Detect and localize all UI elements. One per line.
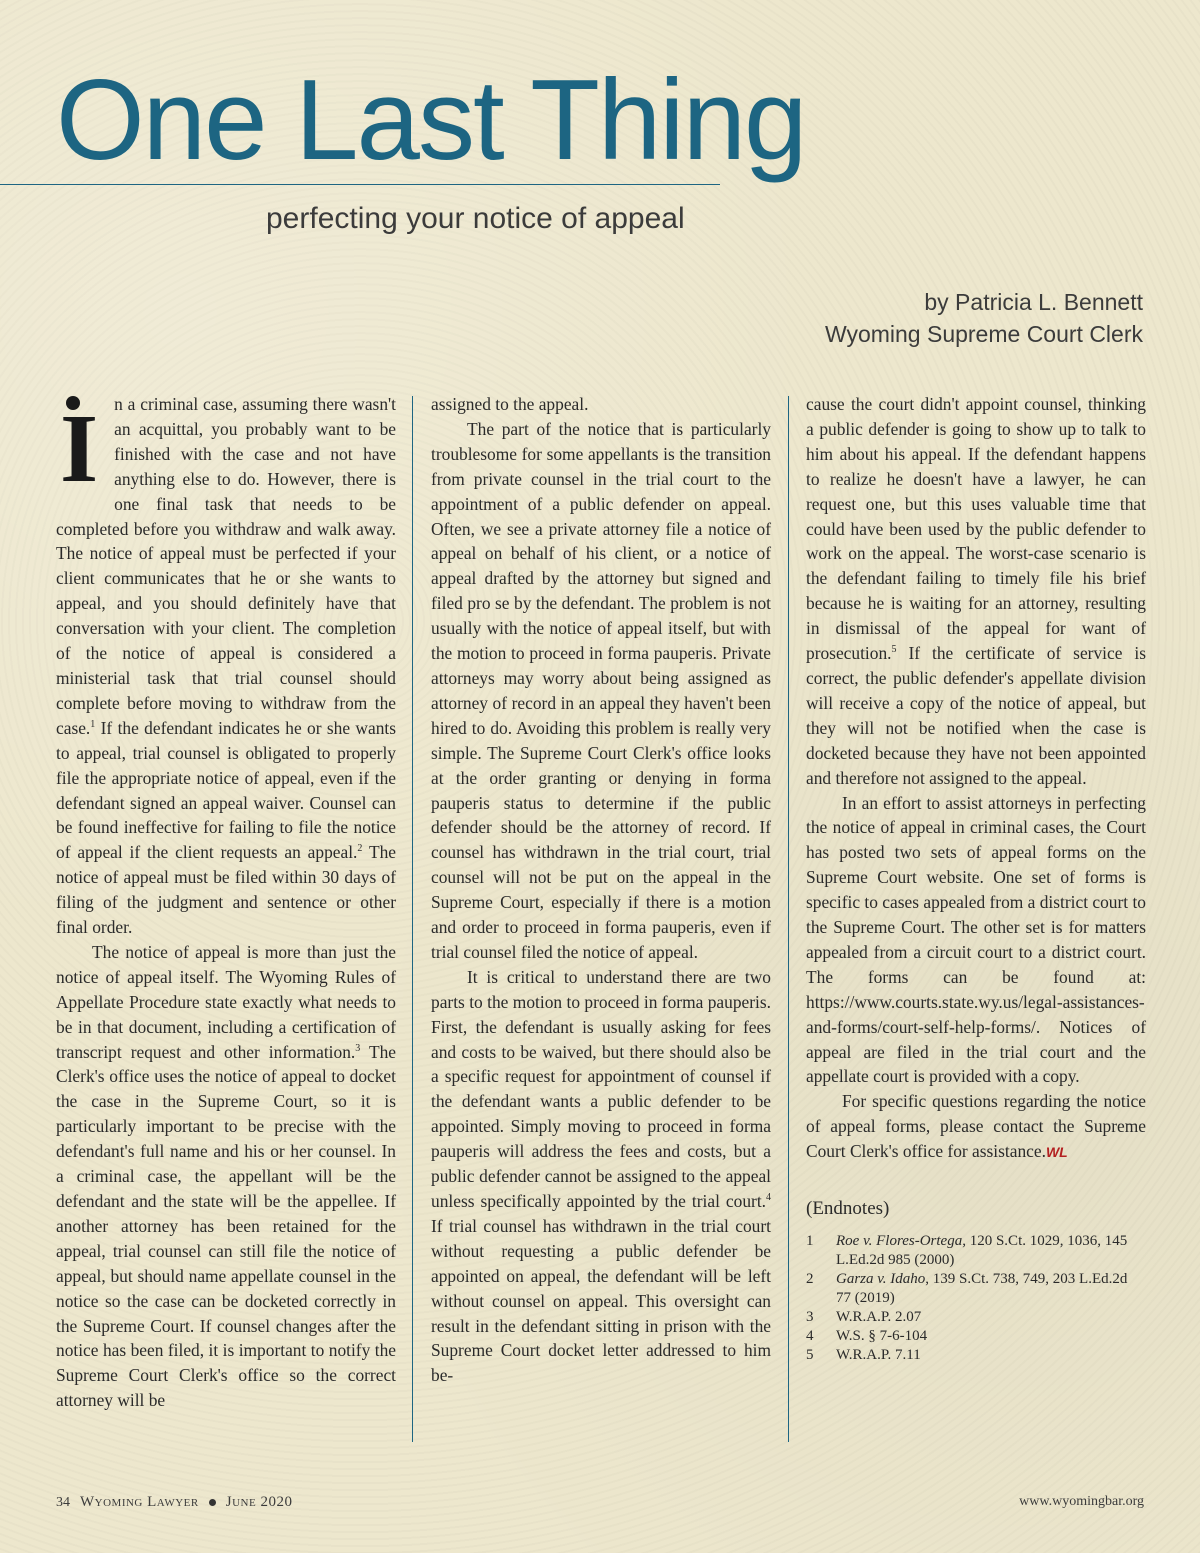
- endnote-citation: , 120 S.Ct. 1029, 1036, 145 L.Ed.2d 985 (2000): [836, 1233, 1128, 1268]
- endnote-item: [806, 1270, 1146, 1308]
- author-name: by Patricia L. Bennett: [924, 289, 1143, 315]
- endnote-number: 5: [806, 1347, 814, 1363]
- footnote-ref[interactable]: 3: [355, 1042, 361, 1054]
- paragraph-text: cause the court didn't appoint counsel, thinking a public defender is going to show up to talk to him about his appeal. If the defendant happens to realize he doesn't have a lawyer, he can request one, but this uses valuable time that could have been used by the public defender to work on the appeal. The worst-case scenario is the defendant failing to timely file his brief because he is waiting for an attorney, resulting in dismissal of the appeal for want of prosecution.: [806, 394, 1146, 664]
- issue-date: June 2020: [225, 1494, 293, 1510]
- endnotes-list: [806, 1232, 1146, 1365]
- article-column-3: [806, 392, 1146, 1365]
- byline: [825, 286, 1143, 350]
- article-column-1: [56, 392, 396, 1413]
- endnote-number: 1: [806, 1233, 814, 1249]
- column-divider: [788, 396, 789, 1442]
- paragraph-text: If the certificate of service is correct, the public defender's appellate division will receive a copy of the notice of appeal, but they will not be notified when the case is docketed because they have not been appointed and therefore not assigned to the appeal.: [806, 643, 1146, 788]
- paragraph-text: The notice of appeal must be filed within 30 days of filing of the judgment and sentence or other final order.: [56, 842, 396, 938]
- bullet-dot-icon: [209, 1499, 216, 1506]
- endnote-case: Garza v. Idaho: [836, 1271, 926, 1287]
- footnote-ref[interactable]: 2: [357, 843, 363, 855]
- drop-cap: I: [60, 395, 99, 503]
- page-footer-left: [56, 1494, 292, 1511]
- paragraph: [56, 392, 396, 940]
- paragraph-text: The Clerk's office uses the notice of appeal to docket the case in the Supreme Court, so it is particularly important to be precise with the defendant's full name and his or her counsel. In a criminal case, the appellant will be the defendant and the state will be the appellee. If another attorney has been retained for the appeal, trial counsel can still file the notice of appeal, but should name appellate counsel in the notice so the case can be docketed correctly in the Supreme Court. If counsel changes after the notice has been filed, it is important to notify the Supreme Court Clerk's office so the correct attorney will be: [56, 1041, 397, 1411]
- paragraph: [806, 392, 1146, 791]
- paragraph: [806, 1089, 1146, 1165]
- page-subtitle: perfecting your notice of appeal: [266, 202, 685, 235]
- paragraph-text: It is critical to understand there are two parts to the motion to proceed in forma pauperis. First, the defendant is usually asking for fees and costs to be waived, but there should also be a specific request for appointment of counsel if the defendant wants a public defender to be appointed. Simply moving to proceed in forma pauperis will address the fees and costs, but a public defender cannot be assigned to the appeal unless specifically appointed by the trial court.: [431, 966, 771, 1211]
- endnote-citation: W.R.A.P. 2.07: [836, 1309, 922, 1325]
- paragraph-text: For specific questions regarding the notice of appeal forms, please contact the Supreme Court Clerk's office for assistance.: [806, 1091, 1146, 1162]
- paragraph-text: If trial counsel has withdrawn in the trial court without requesting a public defender be appointed on appeal, the defendant will be left without counsel on appeal. This oversight can result in the defendant sitting in prison with the Supreme Court docket letter addressed to him be-: [431, 1215, 771, 1386]
- footnote-ref[interactable]: 1: [90, 718, 96, 730]
- endnote-item: [806, 1308, 1146, 1327]
- endnote-item: [806, 1232, 1146, 1270]
- endnote-number: 3: [806, 1309, 814, 1325]
- paragraph-text: n a criminal case, assuming there wasn't an acquittal, you probably want to be finished with the case and not have anything else to do. However, there is one final task that needs to be completed before you withdraw and walk away. The notice of appeal must be perfected if your client communicates that he or she wants to appeal, and you should definitely have that conversation with your client. The completion of the notice of appeal is considered a ministerial task that trial counsel should complete before moving to withdraw from the case.: [56, 394, 396, 738]
- footnote-ref[interactable]: 4: [766, 1192, 771, 1204]
- column-divider: [412, 396, 413, 1442]
- endnotes-heading: (Endnotes): [806, 1198, 890, 1220]
- paragraph-text: The notice of appeal is more than just the notice of appeal itself. The Wyoming Rules of Appellate Procedure state exactly what needs to be in that document, including a certification of transcript request and other information.: [56, 941, 396, 1062]
- endnote-citation: W.S. § 7-6-104: [836, 1328, 928, 1344]
- paragraph: The part of the notice that is particularly troublesome for some appellants is the transition from private counsel in the trial court to the appointment of a public defender on appeal. Often, we see a private attorney file a notice of appeal on behalf of his client, or a notice of appeal drafted by the attorney but signed and filed pro se by the defendant. The problem is not usually with the notice of appeal itself, but with the motion to proceed in forma pauperis. Private attorneys may worry about being assigned as attorney of record in an appeal they haven't been hired to do. Avoiding this problem is really very simple. The Supreme Court Clerk's office looks at the order granting or denying in forma pauperis status to determine if the public defender should be the attorney of record. If counsel has withdrawn in the trial court, trial counsel will not be put on the appeal in the Supreme Court, especially if there is a motion and order to proceed in forma pauperis, even if trial counsel filed the notice of appeal.: [431, 418, 771, 962]
- endnote-item: [806, 1346, 1146, 1365]
- paragraph: [431, 965, 771, 1388]
- publication-name: Wyoming Lawyer: [80, 1494, 199, 1510]
- paragraph: assigned to the appeal.: [431, 394, 589, 414]
- paragraph: In an effort to assist attorneys in perfecting the notice of appeal in criminal cases, the Court has posted two sets of appeal forms on the Supreme Court website. One set of forms is specific to cases appealed from a district court to the Supreme Court. The other set is for matters appealed from a circuit court to a district court. The forms can be found at: https://www.courts.state.wy.us/legal-assistances-and-forms/court-self-help-forms/. Notices of appeal are filed in the trial court and the appellate court is provided with a copy.: [806, 792, 1146, 1087]
- website-link[interactable]: www.wyomingbar.org: [1019, 1494, 1144, 1509]
- endnote-number: 4: [806, 1328, 814, 1344]
- endnote-citation: , 139 S.Ct. 738, 749, 203 L.Ed.2d 77 (2019): [836, 1271, 1128, 1306]
- page-title: One Last Thing: [56, 57, 806, 184]
- paragraph: [56, 940, 396, 1413]
- title-underline: [0, 184, 720, 185]
- paragraph-text: If the defendant indicates he or she wants to appeal, trial counsel is obligated to properly file the appropriate notice of appeal, even if the defendant signed an appeal waiver. Counsel can be found ineffective for failing to file the notice of appeal if the client requests an appeal.: [56, 717, 396, 863]
- endnote-number: 2: [806, 1271, 814, 1287]
- footnote-ref[interactable]: 5: [891, 644, 897, 656]
- page-number: 34: [56, 1494, 70, 1510]
- endnote-citation: W.R.A.P. 7.11: [836, 1347, 921, 1363]
- article-column-2: [431, 392, 771, 1388]
- endnote-case: Roe v. Flores-Ortega: [836, 1233, 963, 1249]
- end-mark-logo: WL: [1045, 1144, 1068, 1161]
- endnote-item: [806, 1327, 1146, 1346]
- author-role: Wyoming Supreme Court Clerk: [824, 321, 1143, 347]
